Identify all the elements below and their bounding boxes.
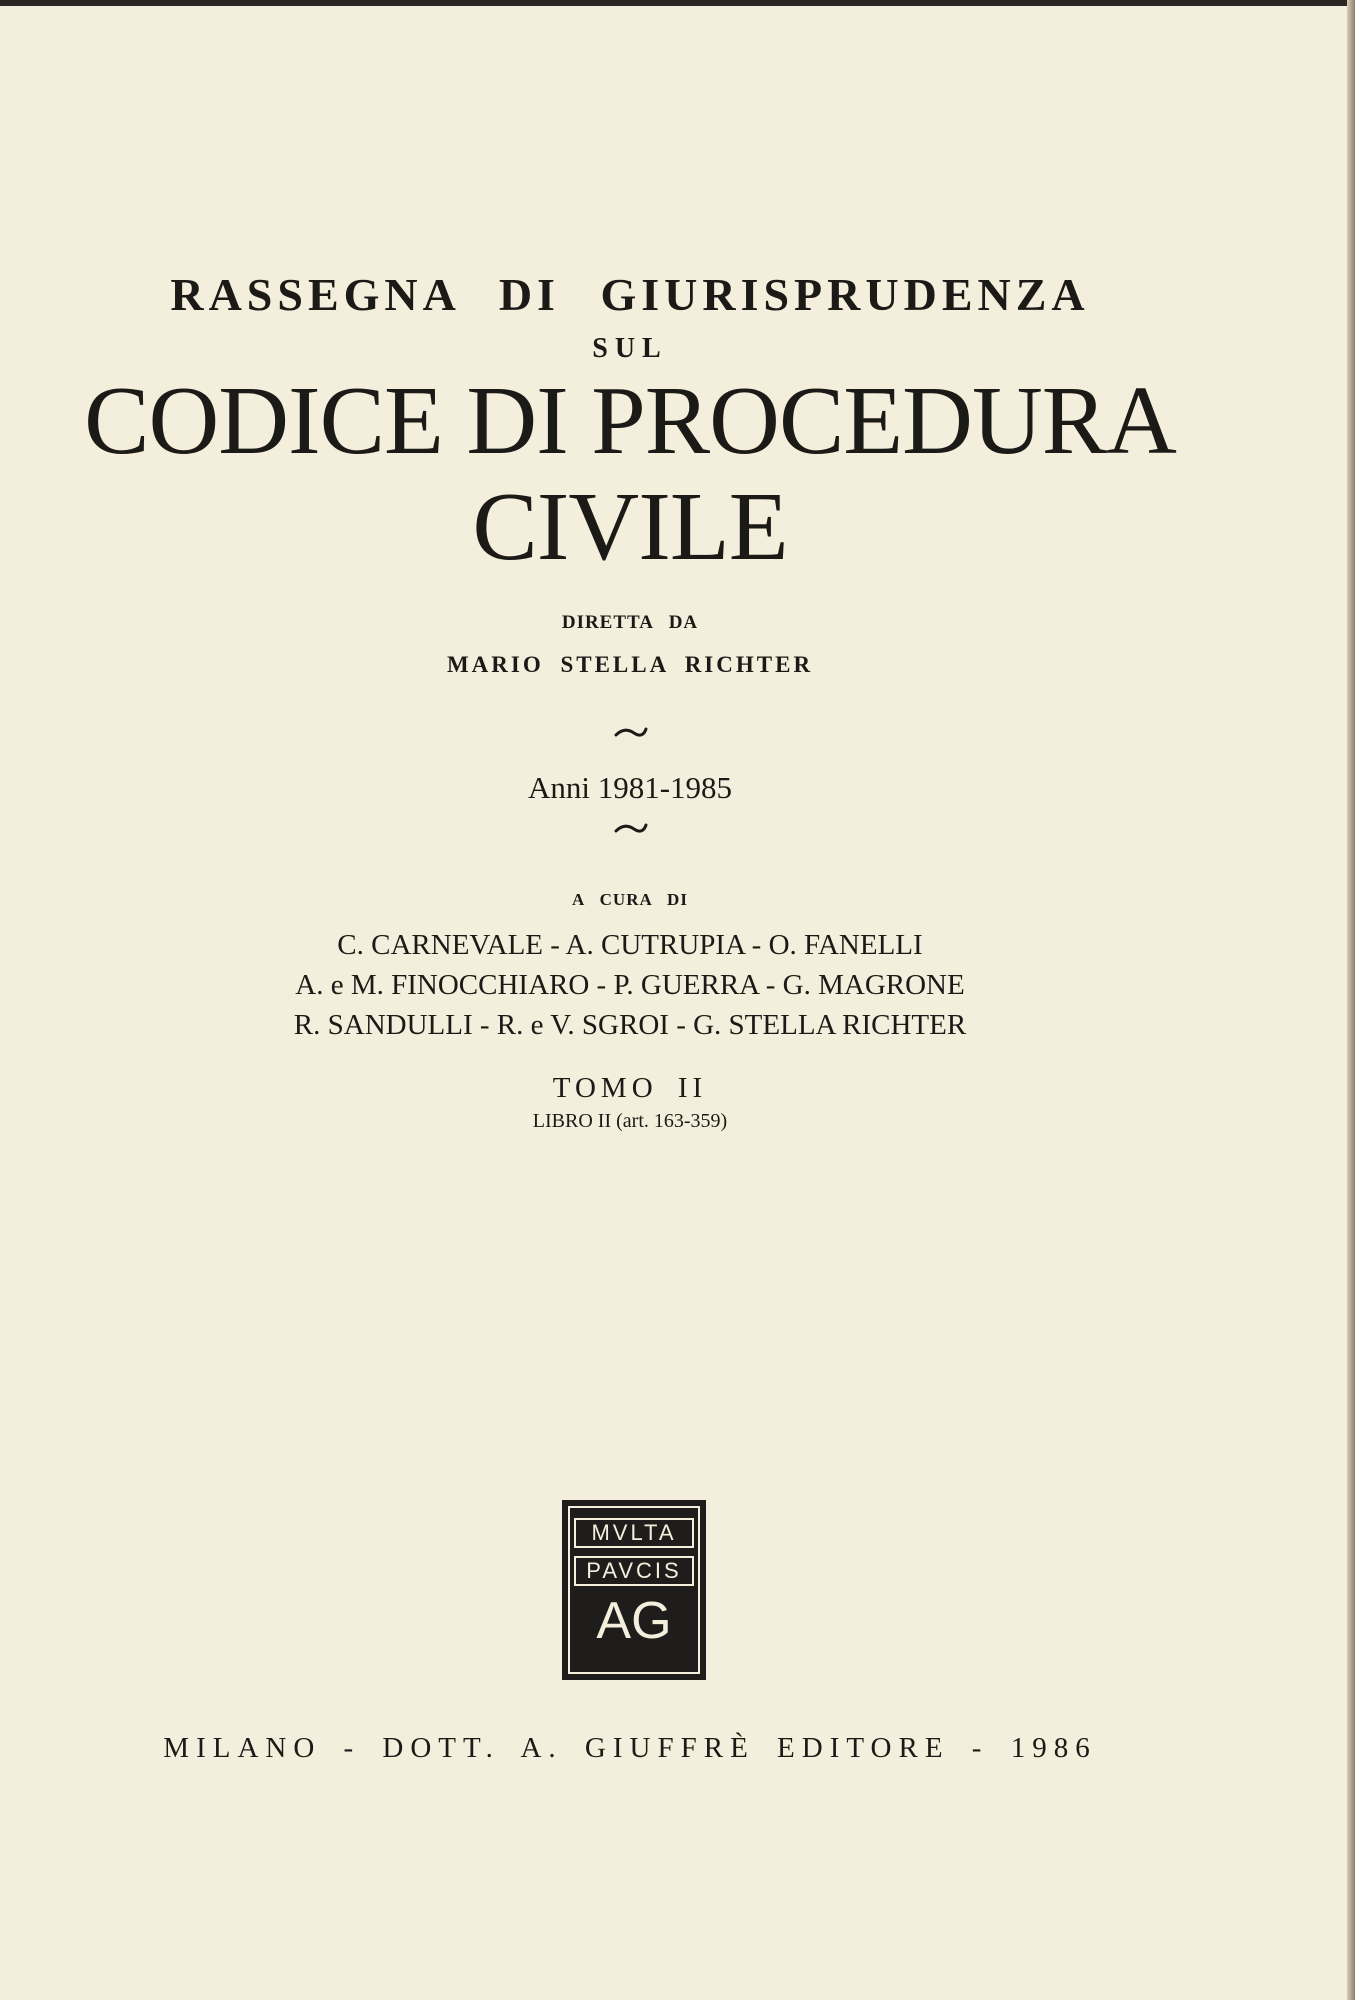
directed-by-label: DIRETTA DA xyxy=(561,612,699,633)
publisher-imprint: MILANO - DOTT. A. GIUFFRÈ EDITORE - 1986 xyxy=(163,1732,1097,1764)
director-name: MARIO STELLA RICHTER xyxy=(446,652,814,677)
editor-list xyxy=(0,925,1260,1045)
publisher-logo xyxy=(562,1500,706,1680)
editor-line: R. SANDULLI - R. e V. SGROI - G. STELLA RICHTER xyxy=(293,1009,967,1041)
series-title: RASSEGNA DI GIURISPRUDENZA xyxy=(170,269,1090,320)
logo-initials: AG xyxy=(596,1592,672,1650)
series-title-connector: SUL xyxy=(592,333,668,364)
logo-motto-word: PAVCIS xyxy=(574,1556,694,1586)
editor-line: A. e M. FINOCCHIARO - P. GUERRA - G. MAGRONE xyxy=(295,969,965,1001)
main-title: CODICE DI PROCEDURA xyxy=(84,367,1176,475)
edited-by-label: A CURA DI xyxy=(572,890,688,909)
page-top-edge xyxy=(0,0,1355,6)
book-range: LIBRO II (art. 163-359) xyxy=(532,1110,728,1132)
page-right-edge xyxy=(1347,0,1355,2000)
logo-motto-word: MVLTA xyxy=(574,1518,694,1548)
ornament-divider-icon xyxy=(614,726,648,740)
editor-line: C. CARNEVALE - A. CUTRUPIA - O. FANELLI xyxy=(337,929,923,961)
tome-number: TOMO II xyxy=(552,1072,708,1104)
main-title-continued: CIVILE xyxy=(472,473,788,581)
ornament-divider-icon xyxy=(614,822,648,836)
years-range: Anni 1981-1985 xyxy=(527,770,733,805)
